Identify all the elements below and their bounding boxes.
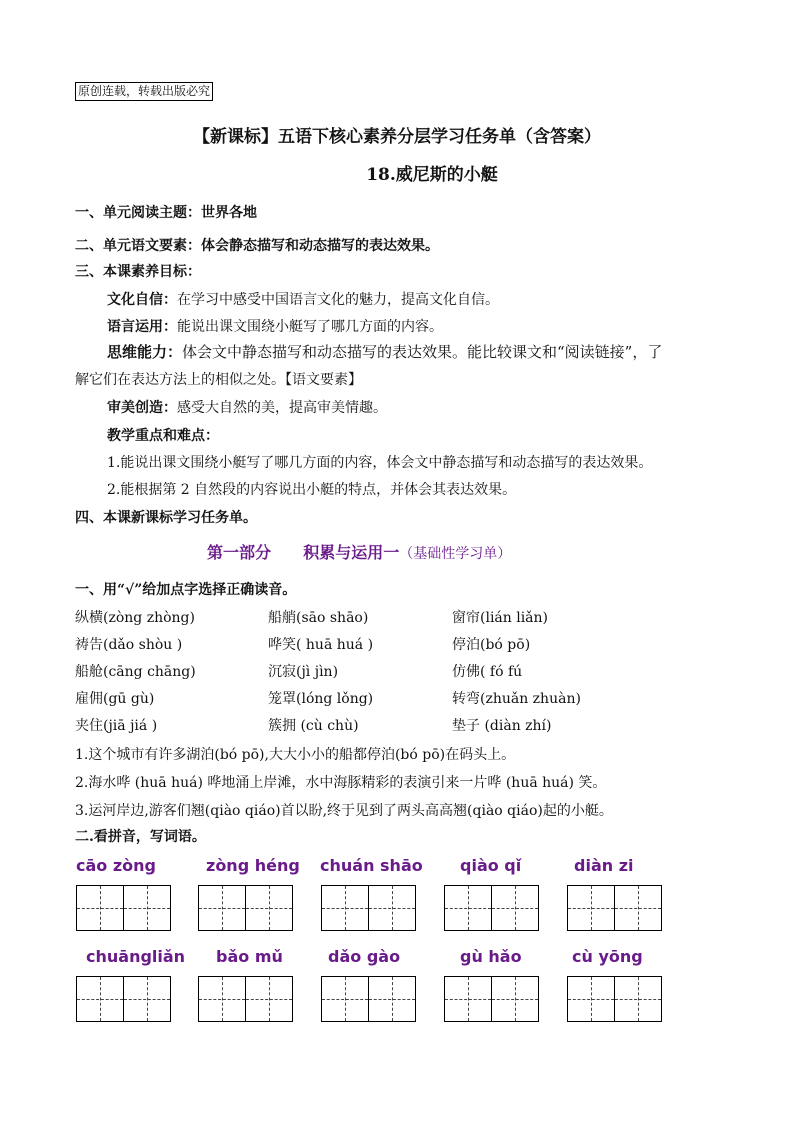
reading-item: 笼罩(lóng lǒng) bbox=[268, 691, 374, 707]
writing-box-pair[interactable] bbox=[444, 976, 538, 1022]
question-1-sentence-1: 1.这个城市有许多湖泊(bó pō),大大小小的船都停泊(bó pō)在码头上。 bbox=[75, 747, 516, 763]
tianzige-cell[interactable] bbox=[491, 976, 539, 1022]
tianzige-cell[interactable] bbox=[321, 976, 369, 1022]
reading-item: 垫子 (diàn zhí) bbox=[452, 718, 552, 734]
copyright-notice: 原创连载，转载出版必究 bbox=[75, 82, 213, 101]
reading-item: 转弯(zhuǎn zhuàn) bbox=[452, 691, 581, 707]
pinyin-prompt: gù hǎo bbox=[460, 947, 522, 966]
pinyin-prompt: chuāngliǎn bbox=[86, 947, 186, 966]
writing-box-pair[interactable] bbox=[76, 885, 170, 931]
pinyin-prompt: qiào qǐ bbox=[460, 856, 522, 875]
writing-box-pair[interactable] bbox=[198, 976, 292, 1022]
tianzige-cell[interactable] bbox=[368, 885, 416, 931]
reading-item: 簇拥 (cù chù) bbox=[268, 718, 359, 734]
part-1-subtitle: （基础性学习单） bbox=[399, 546, 512, 562]
goal-language-text: 能说出课文围绕小艇写了哪几方面的内容。 bbox=[177, 319, 443, 335]
goal-thinking-text: 体会文中静态描写和动态描写的表达效果。能比较课文和“阅读链接”，了 bbox=[182, 343, 663, 361]
tianzige-cell[interactable] bbox=[321, 885, 369, 931]
tianzige-cell[interactable] bbox=[368, 976, 416, 1022]
goal-culture-label: 文化自信： bbox=[107, 292, 177, 308]
goal-culture bbox=[107, 290, 499, 310]
question-2-title: 二.看拼音，写词语。 bbox=[75, 829, 206, 845]
tianzige-cell[interactable] bbox=[444, 885, 492, 931]
goal-language bbox=[107, 317, 443, 337]
goal-thinking-label: 思维能力： bbox=[107, 343, 183, 361]
reading-item: 沉寂(jì jìn) bbox=[268, 664, 339, 680]
goal-thinking bbox=[107, 342, 662, 362]
tianzige-cell[interactable] bbox=[123, 976, 171, 1022]
key-point-1: 1.能说出课文围绕小艇写了哪几方面的内容，体会文中静态描写和动态描写的表达效果。 bbox=[107, 455, 653, 471]
goal-thinking-continued: 解它们在表达方法上的相似之处。【语文要素】 bbox=[75, 372, 362, 388]
section-3: 三、本课素养目标： bbox=[75, 264, 201, 280]
section-1-label: 一、单元阅读主题： bbox=[75, 205, 201, 221]
reading-item: 船艄(sāo shāo) bbox=[268, 610, 369, 626]
reading-item: 夹住(jiā jiá ) bbox=[75, 718, 158, 734]
writing-box-pair[interactable] bbox=[567, 885, 661, 931]
reading-item: 停泊(bó pō) bbox=[452, 637, 531, 653]
reading-item: 哗笑( huā huá ) bbox=[268, 637, 374, 653]
pinyin-prompt: diàn zi bbox=[574, 856, 634, 875]
writing-box-pair[interactable] bbox=[567, 976, 661, 1022]
key-point-2: 2.能根据第 2 自然段的内容说出小艇的特点，并体会其表达效果。 bbox=[107, 482, 517, 498]
lesson-title: 18.威尼斯的小艇 bbox=[366, 165, 498, 185]
key-points-label: 教学重点和难点： bbox=[107, 428, 219, 444]
pinyin-prompt: bǎo mǔ bbox=[216, 947, 283, 966]
document-title: 【新课标】五语下核心素养分层学习任务单（含答案） bbox=[193, 127, 601, 147]
tianzige-cell[interactable] bbox=[123, 885, 171, 931]
tianzige-cell[interactable] bbox=[76, 885, 124, 931]
goal-language-label: 语言运用： bbox=[107, 319, 177, 335]
tianzige-cell[interactable] bbox=[614, 976, 662, 1022]
tianzige-cell[interactable] bbox=[444, 976, 492, 1022]
pinyin-prompt: cāo zòng bbox=[76, 856, 156, 875]
goal-aesthetic-label: 审美创造： bbox=[107, 400, 177, 416]
pinyin-prompt: chuán shāo bbox=[320, 856, 423, 875]
writing-box-pair[interactable] bbox=[321, 976, 415, 1022]
tianzige-cell[interactable] bbox=[567, 976, 615, 1022]
question-1-sentence-2: 2.海水哗 (huā huá) 哗地涌上岸滩，水中海豚精彩的表演引来一片哗 (huā huá) 笑。 bbox=[75, 775, 607, 791]
tianzige-cell[interactable] bbox=[491, 885, 539, 931]
writing-box-pair[interactable] bbox=[444, 885, 538, 931]
part-1-header bbox=[207, 543, 511, 564]
writing-box-pair[interactable] bbox=[76, 976, 170, 1022]
tianzige-cell[interactable] bbox=[198, 976, 246, 1022]
pinyin-prompt: cù yōng bbox=[572, 947, 643, 966]
part-1-label: 第一部分 bbox=[207, 543, 272, 562]
reading-item: 仿佛( fó fú bbox=[452, 664, 523, 680]
question-1-sentence-3: 3.运河岸边,游客们翘(qiào qiáo)首以盼,终于见到了两头高高翘(qiào qiáo)起的小艇。 bbox=[75, 803, 613, 819]
reading-item: 窗帘(lián liǎn) bbox=[452, 610, 549, 626]
writing-box-pair[interactable] bbox=[321, 885, 415, 931]
goal-aesthetic-text: 感受大自然的美，提高审美情趣。 bbox=[177, 400, 387, 416]
tianzige-cell[interactable] bbox=[76, 976, 124, 1022]
reading-item: 雇佣(gū gù) bbox=[75, 691, 155, 707]
tianzige-cell[interactable] bbox=[567, 885, 615, 931]
reading-item: 船舱(cāng chāng) bbox=[75, 664, 196, 680]
section-1 bbox=[75, 203, 257, 223]
part-1-title: 积累与运用一 bbox=[303, 543, 400, 562]
section-1-value: 世界各地 bbox=[201, 205, 257, 221]
writing-box-pair[interactable] bbox=[198, 885, 292, 931]
tianzige-cell[interactable] bbox=[245, 976, 293, 1022]
pinyin-prompt: zòng héng bbox=[206, 856, 300, 875]
tianzige-cell[interactable] bbox=[245, 885, 293, 931]
tianzige-cell[interactable] bbox=[198, 885, 246, 931]
section-4: 四、本课新课标学习任务单。 bbox=[75, 510, 257, 526]
reading-item: 纵横(zòng zhòng) bbox=[75, 610, 195, 626]
tianzige-cell[interactable] bbox=[614, 885, 662, 931]
question-1-title: 一、用“√”给加点字选择正确读音。 bbox=[75, 582, 297, 598]
reading-item: 祷告(dǎo shòu ) bbox=[75, 637, 183, 653]
goal-culture-text: 在学习中感受中国语言文化的魅力，提高文化自信。 bbox=[177, 292, 499, 308]
pinyin-prompt: dǎo gào bbox=[328, 947, 401, 966]
section-2: 二、单元语文要素：体会静态描写和动态描写的表达效果。 bbox=[75, 238, 439, 254]
goal-aesthetic bbox=[107, 398, 387, 418]
